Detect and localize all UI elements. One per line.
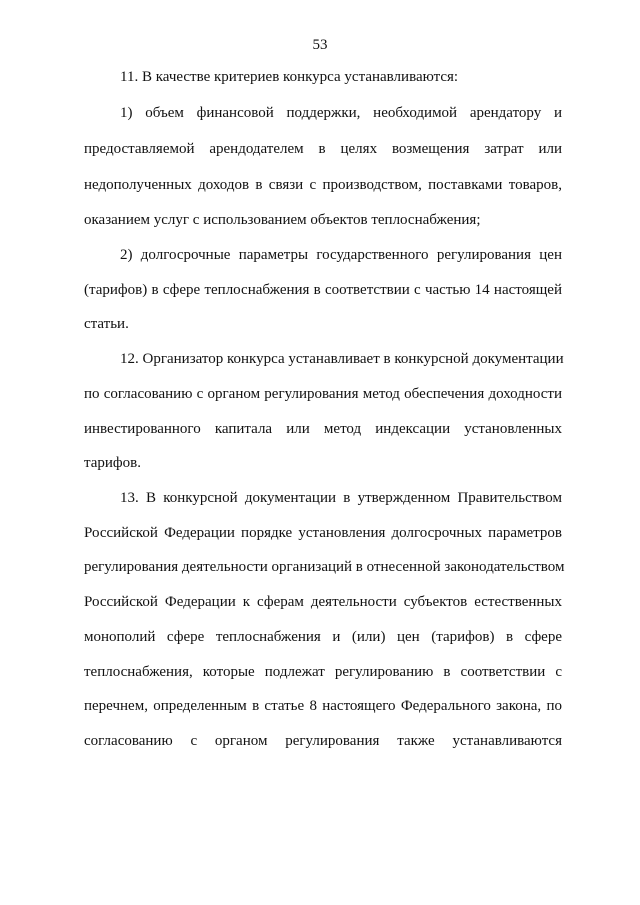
line-text: перечнем, определенным в статье 8 настоящего Федерального закона, по <box>84 698 562 714</box>
line-text: теплоснабжения, которые подлежат регулированию в соответствии с <box>84 664 562 680</box>
line-text: недополученных доходов в связи с производством, поставками товаров, <box>84 177 562 193</box>
page-number: 53 <box>312 37 328 53</box>
line-text: монополий сфере теплоснабжения и (или) цен (тарифов) в сфере <box>84 629 562 645</box>
line-text: по согласованию с органом регулирования метод обеспечения доходности <box>84 386 562 402</box>
line-text: Российской Федерации порядке установления долгосрочных параметров <box>84 525 562 541</box>
line-text: 11. В качестве критериев конкурса устанавливаются: <box>120 69 459 85</box>
line-text: 13. В конкурсной документации в утвержденном Правительством <box>120 490 562 506</box>
line-text: 12. Организатор конкурса устанавливает в конкурсной документации <box>120 351 564 367</box>
line-text: тарифов. <box>84 455 141 471</box>
line-text: предоставляемой арендодателем в целях возмещения затрат или <box>84 141 562 157</box>
line-text: согласованию с органом регулирования также устанавливаются <box>84 733 562 749</box>
line-text: Российской Федерации к сферам деятельности субъектов естественных <box>84 594 562 610</box>
line-text: оказанием услуг с использованием объектов теплоснабжения; <box>84 212 481 228</box>
line-text: статьи. <box>84 316 129 332</box>
line-text: (тарифов) в сфере теплоснабжения в соответствии с частью 14 настоящей <box>84 282 562 298</box>
line-text: 1) объем финансовой поддержки, необходимой арендатору и <box>120 105 562 121</box>
line-text: регулирования деятельности организаций в отнесенной законодательством <box>84 559 565 575</box>
line-text: инвестированного капитала или метод индексации установленных <box>84 421 562 437</box>
line-text: 2) долгосрочные параметры государственного регулирования цен <box>120 247 562 263</box>
